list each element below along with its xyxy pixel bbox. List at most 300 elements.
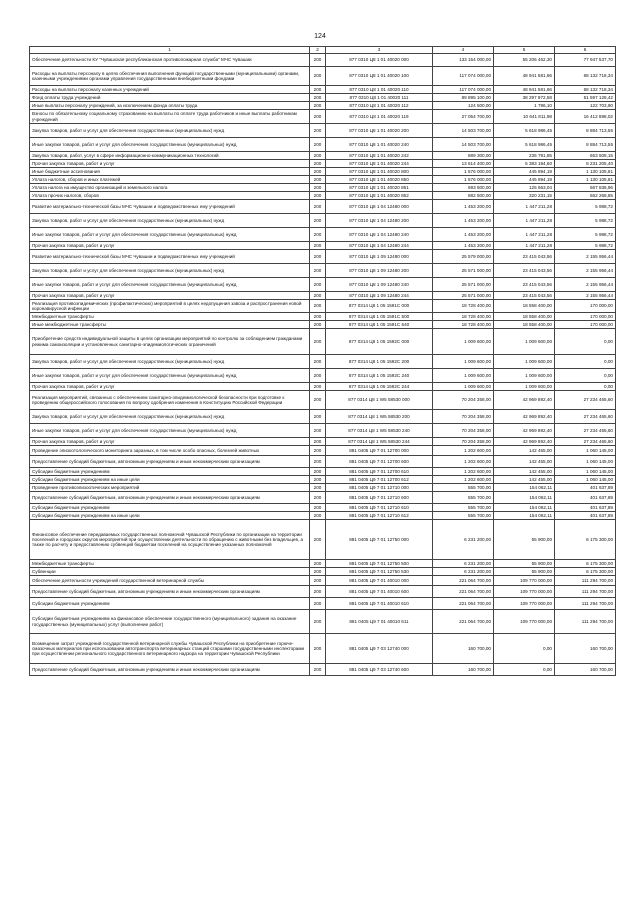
row-unexecuted-cell: 16 412 888,02	[555, 110, 616, 124]
row-executed-cell: 5 618 986,45	[494, 124, 555, 138]
row-executed-cell: 1 447 211,28	[494, 242, 555, 250]
table-row	[30, 264, 616, 278]
row-name-cell: Закупка товаров, работ и услуг для обеспечения государственных (муниципальных) нужд	[30, 124, 310, 138]
row-approved-cell: 1 202 600,00	[433, 476, 494, 484]
row-budget-code-cell: 877 0314 Ц8 1 05 1592С 240	[326, 369, 433, 383]
row-name-cell: Обеспечение деятельности КУ "Чувашская республиканская противопожарная служба" МЧС Чувашии	[30, 54, 310, 67]
row-unexecuted-cell: 5 988,72	[555, 228, 616, 242]
row-budget-code-cell: 877 0314 Ц8 1 05 1591С 540	[326, 321, 433, 329]
row-approved-cell: 160 700,00	[433, 664, 494, 676]
row-approved-cell: 89 895 100,00	[433, 94, 494, 102]
row-budget-code-cell: 881 0405 Ц9 7 01 12700 000	[326, 446, 433, 456]
row-name-cell: Развитие материально-технической базы МЧС Чувашии и подведомственных ему учреждений	[30, 250, 310, 264]
row-budget-code-cell: 877 0314 Ц8 1 05 1592С 000	[326, 329, 433, 355]
row-budget-code-cell: 881 0405 Ц9 7 01 12710 600	[326, 492, 433, 504]
row-approved-cell: 693 500,00	[433, 184, 494, 192]
table-row	[30, 484, 616, 492]
row-unexecuted-cell: 111 294 700,00	[555, 610, 616, 634]
row-approved-cell: 555 700,00	[433, 512, 494, 520]
row-executed-cell: 1 796,10	[494, 102, 555, 110]
row-unexecuted-cell: 111 294 700,00	[555, 586, 616, 598]
row-approved-cell: 1 202 600,00	[433, 446, 494, 456]
row-line-code-cell: 200	[310, 300, 326, 313]
row-budget-code-cell: 881 0405 Ц9 7 03 12740 600	[326, 664, 433, 676]
row-budget-code-cell: 877 0310 Ц8 1 01 40020 800	[326, 168, 433, 176]
row-budget-code-cell: 877 0310 Ц8 1 01 40020 119	[326, 110, 433, 124]
row-budget-code-cell: 877 0310 Ц8 1 01 40020 100	[326, 67, 433, 86]
row-executed-cell: 48 941 581,66	[494, 86, 555, 94]
table-row	[30, 438, 616, 446]
row-line-code-cell: 200	[310, 492, 326, 504]
row-unexecuted-cell: 68 132 718,34	[555, 86, 616, 94]
row-executed-cell: 42 969 892,40	[494, 391, 555, 410]
row-budget-code-cell: 881 0405 Ц9 7 01 12700 600	[326, 456, 433, 468]
row-name-cell: Иные закупки товаров, работ и услуг для обеспечения государственных (муниципальных) нужд	[30, 228, 310, 242]
row-line-code-cell: 200	[310, 184, 326, 192]
row-budget-code-cell: 877 0310 Ц8 1 01 40020 242	[326, 152, 433, 160]
row-unexecuted-cell: 77 947 537,70	[555, 54, 616, 67]
row-budget-code-cell: 881 0405 Ц9 7 01 12710 000	[326, 484, 433, 492]
row-unexecuted-cell: 170 000,00	[555, 321, 616, 329]
row-name-cell: Фонд оплаты труда учреждений	[30, 94, 310, 102]
row-unexecuted-cell: 0,00	[555, 369, 616, 383]
row-line-code-cell: 200	[310, 86, 326, 94]
row-line-code-cell: 200	[310, 484, 326, 492]
row-line-code-cell: 200	[310, 410, 326, 424]
row-approved-cell: 1 453 200,00	[433, 200, 494, 214]
table-row	[30, 152, 616, 160]
table-row	[30, 321, 616, 329]
row-budget-code-cell: 881 0405 Ц9 7 01 40010 610	[326, 598, 433, 610]
row-budget-code-cell: 877 0310 Ц8 1 01 40020 851	[326, 184, 433, 192]
table-row	[30, 568, 616, 576]
row-approved-cell: 124 500,00	[433, 102, 494, 110]
row-name-cell: Развитие материально-технической базы МЧС Чувашии и подведомственных ему учреждений	[30, 200, 310, 214]
row-line-code-cell: 200	[310, 228, 326, 242]
row-executed-cell: 23 415 043,56	[494, 250, 555, 264]
row-executed-cell: 154 062,11	[494, 512, 555, 520]
row-line-code-cell: 200	[310, 67, 326, 86]
row-budget-code-cell: 877 0310 Ц8 1 01 40020 000	[326, 54, 433, 67]
table-row	[30, 634, 616, 664]
row-name-cell: Субвенции	[30, 568, 310, 576]
row-name-cell: Субсидии бюджетным учреждениям на иные цели	[30, 512, 310, 520]
header-col-2: 2	[310, 47, 326, 54]
row-name-cell: Иные выплаты персоналу учреждений, за исключением фонда оплаты труда	[30, 102, 310, 110]
row-budget-code-cell: 877 0310 Ц8 1 01 40020 850	[326, 176, 433, 184]
row-line-code-cell: 200	[310, 424, 326, 438]
row-name-cell: Иные закупки товаров, работ и услуг для обеспечения государственных (муниципальных) нужд	[30, 138, 310, 152]
row-line-code-cell: 200	[310, 355, 326, 369]
row-name-cell: Реализация мероприятий, связанных с обеспечением санитарно-эпидемиологической безопасности при подготовке к проведению общероссийского голосования по вопросу одобрения изменения в Конституцию Российской Федерации	[30, 391, 310, 410]
table-row	[30, 492, 616, 504]
row-unexecuted-cell: 27 234 465,60	[555, 391, 616, 410]
row-unexecuted-cell: 567 836,96	[555, 184, 616, 192]
row-unexecuted-cell: 1 060 145,00	[555, 446, 616, 456]
row-unexecuted-cell: 27 234 465,60	[555, 424, 616, 438]
row-approved-cell: 25 571 000,00	[433, 278, 494, 292]
row-executed-cell: 10 641 811,98	[494, 110, 555, 124]
row-approved-cell: 133 154 000,00	[433, 54, 494, 67]
row-line-code-cell: 200	[310, 54, 326, 67]
row-unexecuted-cell: 6 175 300,00	[555, 568, 616, 576]
row-approved-cell: 6 231 200,00	[433, 560, 494, 568]
row-executed-cell: 55 206 462,30	[494, 54, 555, 67]
row-unexecuted-cell: 1 060 145,00	[555, 456, 616, 468]
row-unexecuted-cell: 1 130 105,81	[555, 168, 616, 176]
row-unexecuted-cell: 0,00	[555, 329, 616, 355]
row-name-cell: Прочая закупка товаров, работ и услуг	[30, 242, 310, 250]
row-budget-code-cell: 877 0310 Ц8 1 04 12480 240	[326, 228, 433, 242]
row-name-cell: Взносы по обязательному социальному страхованию на выплаты по оплате труда работников и иные выплаты работникам учреждений	[30, 110, 310, 124]
budget-execution-table	[29, 46, 616, 676]
row-approved-cell: 882 500,00	[433, 192, 494, 200]
table-row	[30, 355, 616, 369]
row-line-code-cell: 200	[310, 176, 326, 184]
row-budget-code-cell: 877 0314 Ц8 1 W5 58530 244	[326, 438, 433, 446]
row-unexecuted-cell: 27 234 465,60	[555, 410, 616, 424]
table-row	[30, 476, 616, 484]
table-row	[30, 664, 616, 676]
row-line-code-cell: 200	[310, 369, 326, 383]
row-budget-code-cell: 881 0405 Ц9 7 01 12750 500	[326, 560, 433, 568]
header-col-3: 3	[326, 47, 433, 54]
table-row	[30, 560, 616, 568]
row-line-code-cell: 200	[310, 321, 326, 329]
row-budget-code-cell: 877 0310 Ц8 1 01 40020 200	[326, 124, 433, 138]
row-name-cell: Прочая закупка товаров, работ и услуг	[30, 160, 310, 168]
row-name-cell: Субсидии бюджетным учреждениям	[30, 598, 310, 610]
row-approved-cell: 14 503 700,00	[433, 138, 494, 152]
row-executed-cell: 142 455,00	[494, 476, 555, 484]
row-line-code-cell: 200	[310, 446, 326, 456]
table-row	[30, 138, 616, 152]
row-executed-cell: 23 415 043,56	[494, 278, 555, 292]
row-approved-cell: 1 202 600,00	[433, 468, 494, 476]
row-executed-cell: 445 894,19	[494, 168, 555, 176]
row-budget-code-cell: 877 0314 Ц8 1 W5 58530 200	[326, 410, 433, 424]
row-name-cell: Закупка товаров, работ и услуг для обеспечения государственных (муниципальных) нужд	[30, 355, 310, 369]
row-approved-cell: 555 700,00	[433, 492, 494, 504]
row-line-code-cell: 200	[310, 138, 326, 152]
row-line-code-cell: 200	[310, 160, 326, 168]
row-line-code-cell: 200	[310, 468, 326, 476]
table-row	[30, 214, 616, 228]
row-approved-cell: 1 576 000,00	[433, 176, 494, 184]
row-name-cell: Закупка товаров, работ, услуг в сфере информационно-коммуникационных технологий	[30, 152, 310, 160]
row-approved-cell: 6 231 200,00	[433, 520, 494, 560]
row-line-code-cell: 200	[310, 94, 326, 102]
row-unexecuted-cell: 2 155 956,44	[555, 292, 616, 300]
row-executed-cell: 5 618 986,45	[494, 138, 555, 152]
row-line-code-cell: 200	[310, 214, 326, 228]
row-executed-cell: 1 009 600,00	[494, 383, 555, 391]
row-executed-cell: 0,00	[494, 634, 555, 664]
row-approved-cell: 555 700,00	[433, 504, 494, 512]
table-body	[30, 54, 616, 676]
budget-table-container	[29, 46, 615, 676]
table-row	[30, 228, 616, 242]
row-budget-code-cell: 877 0310 Ц8 1 04 12480 244	[326, 242, 433, 250]
row-name-cell: Прочая закупка товаров, работ и услуг	[30, 383, 310, 391]
row-approved-cell: 14 503 700,00	[433, 124, 494, 138]
row-executed-cell: 109 770 000,00	[494, 610, 555, 634]
table-row	[30, 329, 616, 355]
row-approved-cell: 25 579 000,00	[433, 250, 494, 264]
row-name-cell: Уплата прочих налогов, сборов	[30, 192, 310, 200]
row-budget-code-cell: 877 0310 Ц8 1 01 40020 111	[326, 94, 433, 102]
row-approved-cell: 25 571 000,00	[433, 264, 494, 278]
row-line-code-cell: 200	[310, 610, 326, 634]
table-header-row	[30, 47, 616, 54]
row-line-code-cell: 200	[310, 576, 326, 586]
row-approved-cell: 18 728 400,00	[433, 321, 494, 329]
table-row	[30, 94, 616, 102]
row-unexecuted-cell: 5 988,72	[555, 242, 616, 250]
row-name-cell: Иные межбюджетные трансферты	[30, 321, 310, 329]
row-approved-cell: 117 074 000,00	[433, 67, 494, 86]
row-line-code-cell: 200	[310, 313, 326, 321]
header-col-6: 6	[555, 47, 616, 54]
row-unexecuted-cell: 1 060 145,00	[555, 468, 616, 476]
row-budget-code-cell: 877 0310 Ц8 1 01 40020 112	[326, 102, 433, 110]
row-budget-code-cell: 877 0314 Ц8 1 W5 58530 000	[326, 391, 433, 410]
row-name-cell: Уплата налогов, сборов и иных платежей	[30, 176, 310, 184]
row-name-cell: Финансовое обеспечение передаваемых государственных полномочий Чувашской Республики по организации на территории поселений и городских округов мероприятий при осуществлении деятельности по обращению с животными без владельцев, а также по расчету и предоставлению субвенций бюджетам поселений на осуществление указанных полномочий	[30, 520, 310, 560]
table-row	[30, 67, 616, 86]
row-approved-cell: 6 231 200,00	[433, 568, 494, 576]
row-line-code-cell: 200	[310, 152, 326, 160]
row-unexecuted-cell: 122 703,90	[555, 102, 616, 110]
row-approved-cell: 70 204 358,00	[433, 391, 494, 410]
row-budget-code-cell: 881 0405 Ц9 7 03 12740 000	[326, 634, 433, 664]
table-row	[30, 192, 616, 200]
row-unexecuted-cell: 2 155 956,44	[555, 264, 616, 278]
row-executed-cell: 142 455,00	[494, 468, 555, 476]
table-row	[30, 200, 616, 214]
row-name-cell: Межбюджетные трансферты	[30, 560, 310, 568]
row-line-code-cell: 200	[310, 292, 326, 300]
row-executed-cell: 1 009 600,00	[494, 329, 555, 355]
table-row	[30, 160, 616, 168]
table-row	[30, 242, 616, 250]
row-budget-code-cell: 881 0405 Ц9 7 01 40010 000	[326, 576, 433, 586]
row-approved-cell: 555 700,00	[433, 484, 494, 492]
row-line-code-cell: 200	[310, 568, 326, 576]
row-executed-cell: 5 383 194,60	[494, 160, 555, 168]
row-budget-code-cell: 877 0314 Ц8 1 W5 58530 240	[326, 424, 433, 438]
row-budget-code-cell: 877 0310 Ц8 1 04 12480 200	[326, 214, 433, 228]
row-name-cell: Уплата налога на имущество организаций и земельного налога	[30, 184, 310, 192]
row-unexecuted-cell: 1 060 145,00	[555, 476, 616, 484]
row-budget-code-cell: 881 0405 Ц9 7 01 12750 000	[326, 520, 433, 560]
row-executed-cell: 154 062,11	[494, 492, 555, 504]
row-name-cell: Проведение эпизоотологического мониторинга заразных, в том числе особо опасных, болезней животных	[30, 446, 310, 456]
row-name-cell: Субсидии бюджетным учреждениям	[30, 468, 310, 476]
row-executed-cell: 445 894,19	[494, 176, 555, 184]
row-approved-cell: 18 728 400,00	[433, 313, 494, 321]
row-unexecuted-cell: 562 268,85	[555, 192, 616, 200]
row-unexecuted-cell: 160 700,00	[555, 664, 616, 676]
row-name-cell: Иные закупки товаров, работ и услуг для обеспечения государственных (муниципальных) нужд	[30, 278, 310, 292]
row-line-code-cell: 200	[310, 264, 326, 278]
table-row	[30, 456, 616, 468]
row-executed-cell: 55 900,00	[494, 520, 555, 560]
row-line-code-cell: 200	[310, 664, 326, 676]
header-col-5: 5	[494, 47, 555, 54]
row-unexecuted-cell: 653 508,15	[555, 152, 616, 160]
table-row	[30, 610, 616, 634]
row-executed-cell: 235 791,85	[494, 152, 555, 160]
table-row	[30, 278, 616, 292]
table-row	[30, 598, 616, 610]
row-approved-cell: 70 204 358,00	[433, 410, 494, 424]
table-row	[30, 576, 616, 586]
row-name-cell: Прочая закупка товаров, работ и услуг	[30, 292, 310, 300]
row-executed-cell: 154 062,11	[494, 484, 555, 492]
row-name-cell: Субсидии бюджетным учреждениям	[30, 504, 310, 512]
table-row	[30, 110, 616, 124]
row-budget-code-cell: 877 0314 Ц8 1 05 1592С 200	[326, 355, 433, 369]
row-approved-cell: 1 009 600,00	[433, 369, 494, 383]
row-approved-cell: 1 576 000,00	[433, 168, 494, 176]
row-approved-cell: 1 453 200,00	[433, 214, 494, 228]
row-unexecuted-cell: 111 294 700,00	[555, 576, 616, 586]
row-unexecuted-cell: 170 000,00	[555, 313, 616, 321]
row-line-code-cell: 200	[310, 512, 326, 520]
row-unexecuted-cell: 5 988,72	[555, 200, 616, 214]
table-row	[30, 176, 616, 184]
row-executed-cell: 18 558 400,00	[494, 313, 555, 321]
row-unexecuted-cell: 8 231 205,40	[555, 160, 616, 168]
row-executed-cell: 42 969 892,40	[494, 424, 555, 438]
row-budget-code-cell: 881 0405 Ц9 7 01 12700 612	[326, 476, 433, 484]
table-row	[30, 424, 616, 438]
row-approved-cell: 221 064 700,00	[433, 598, 494, 610]
row-executed-cell: 1 447 211,28	[494, 214, 555, 228]
row-budget-code-cell: 881 0405 Ц9 7 01 12700 610	[326, 468, 433, 476]
table-row	[30, 86, 616, 94]
row-name-cell: Предоставление субсидий бюджетным, автономным учреждениям и иным некоммерческим организациям	[30, 664, 310, 676]
row-name-cell: Реализация противоэпидемических (профилактических) мероприятий в целях недопущения завоза и распространения новой коронавирусной инфекции	[30, 300, 310, 313]
row-name-cell: Закупка товаров, работ и услуг для обеспечения государственных (муниципальных) нужд	[30, 214, 310, 228]
row-approved-cell: 70 204 358,00	[433, 438, 494, 446]
row-line-code-cell: 200	[310, 250, 326, 264]
row-executed-cell: 42 969 892,40	[494, 410, 555, 424]
row-approved-cell: 221 064 700,00	[433, 610, 494, 634]
table-row	[30, 468, 616, 476]
row-unexecuted-cell: 6 175 300,00	[555, 520, 616, 560]
row-approved-cell: 27 054 700,00	[433, 110, 494, 124]
row-name-cell: Предоставление субсидий бюджетным, автономным учреждениям и иным некоммерческим организациям	[30, 456, 310, 468]
table-row	[30, 446, 616, 456]
page-number: 124	[314, 33, 326, 40]
row-name-cell: Иные бюджетные ассигнования	[30, 168, 310, 176]
row-unexecuted-cell: 401 637,89	[555, 484, 616, 492]
row-budget-code-cell: 877 0314 Ц8 1 05 1592С 244	[326, 383, 433, 391]
row-budget-code-cell: 877 0310 Ц8 1 01 40020 244	[326, 160, 433, 168]
row-budget-code-cell: 877 0314 Ц8 1 05 1591С 000	[326, 300, 433, 313]
table-row	[30, 520, 616, 560]
table-row	[30, 512, 616, 520]
row-unexecuted-cell: 0,00	[555, 383, 616, 391]
table-row	[30, 504, 616, 512]
row-line-code-cell: 200	[310, 102, 326, 110]
row-budget-code-cell: 877 0314 Ц8 1 05 1591С 500	[326, 313, 433, 321]
row-unexecuted-cell: 5 988,72	[555, 214, 616, 228]
row-line-code-cell: 200	[310, 504, 326, 512]
row-line-code-cell: 200	[310, 586, 326, 598]
row-line-code-cell: 200	[310, 329, 326, 355]
row-executed-cell: 23 415 043,56	[494, 264, 555, 278]
row-executed-cell: 142 455,00	[494, 446, 555, 456]
row-approved-cell: 18 728 400,00	[433, 300, 494, 313]
row-name-cell: Расходы на выплаты персоналу казенных учреждений	[30, 86, 310, 94]
row-budget-code-cell: 877 0310 Ц8 1 09 12480 244	[326, 292, 433, 300]
row-budget-code-cell: 881 0405 Ц9 7 01 40010 600	[326, 586, 433, 598]
row-approved-cell: 1 009 600,00	[433, 355, 494, 369]
row-approved-cell: 1 202 600,00	[433, 456, 494, 468]
row-name-cell: Субсидии бюджетным учреждениям на финансовое обеспечение государственного (муниципального) задания на оказание государственных (муниципальных) услуг (выполнение работ)	[30, 610, 310, 634]
row-line-code-cell: 200	[310, 520, 326, 560]
row-executed-cell: 55 900,00	[494, 568, 555, 576]
row-name-cell: Предоставление субсидий бюджетным, автономным учреждениям и иным некоммерческим организациям	[30, 492, 310, 504]
table-row	[30, 300, 616, 313]
row-executed-cell: 48 941 581,66	[494, 67, 555, 86]
row-unexecuted-cell: 401 637,89	[555, 512, 616, 520]
row-executed-cell: 18 558 400,00	[494, 321, 555, 329]
row-name-cell: Обеспечение деятельности учреждений государственной ветеринарной службы	[30, 576, 310, 586]
row-name-cell: Предоставление субсидий бюджетным, автономным учреждениям и иным некоммерческим организациям	[30, 586, 310, 598]
row-approved-cell: 70 204 358,00	[433, 424, 494, 438]
row-unexecuted-cell: 160 700,00	[555, 634, 616, 664]
row-approved-cell: 221 064 700,00	[433, 576, 494, 586]
table-row	[30, 292, 616, 300]
table-row	[30, 124, 616, 138]
row-name-cell: Закупка товаров, работ и услуг для обеспечения государственных (муниципальных) нужд	[30, 410, 310, 424]
row-unexecuted-cell: 8 884 713,55	[555, 138, 616, 152]
row-line-code-cell: 200	[310, 124, 326, 138]
table-row	[30, 313, 616, 321]
table-row	[30, 369, 616, 383]
row-unexecuted-cell: 2 155 956,44	[555, 250, 616, 264]
row-budget-code-cell: 881 0405 Ц9 7 01 12750 530	[326, 568, 433, 576]
row-approved-cell: 1 453 200,00	[433, 242, 494, 250]
row-name-cell: Прочая закупка товаров, работ и услуг	[30, 438, 310, 446]
row-unexecuted-cell: 401 637,89	[555, 492, 616, 504]
row-budget-code-cell: 881 0405 Ц9 7 01 40010 611	[326, 610, 433, 634]
row-budget-code-cell: 877 0310 Ц8 1 09 12480 200	[326, 264, 433, 278]
row-executed-cell: 1 009 600,00	[494, 369, 555, 383]
header-col-4: 4	[433, 47, 494, 54]
row-executed-cell: 109 770 000,00	[494, 598, 555, 610]
row-line-code-cell: 200	[310, 391, 326, 410]
row-budget-code-cell: 877 0310 Ц8 1 01 40020 852	[326, 192, 433, 200]
table-row	[30, 168, 616, 176]
row-budget-code-cell: 877 0310 Ц8 1 09 12480 240	[326, 278, 433, 292]
row-unexecuted-cell: 2 155 956,44	[555, 278, 616, 292]
row-executed-cell: 109 770 000,00	[494, 576, 555, 586]
header-col-1: 1	[30, 47, 310, 54]
row-name-cell: Межбюджетные трансферты	[30, 313, 310, 321]
row-line-code-cell: 200	[310, 200, 326, 214]
row-line-code-cell: 200	[310, 168, 326, 176]
row-unexecuted-cell: 111 294 700,00	[555, 598, 616, 610]
row-executed-cell: 320 231,15	[494, 192, 555, 200]
row-name-cell: Иные закупки товаров, работ и услуг для обеспечения государственных (муниципальных) нужд	[30, 424, 310, 438]
row-name-cell: Субсидии бюджетным учреждениям на иные цели	[30, 476, 310, 484]
row-approved-cell: 221 064 700,00	[433, 586, 494, 598]
